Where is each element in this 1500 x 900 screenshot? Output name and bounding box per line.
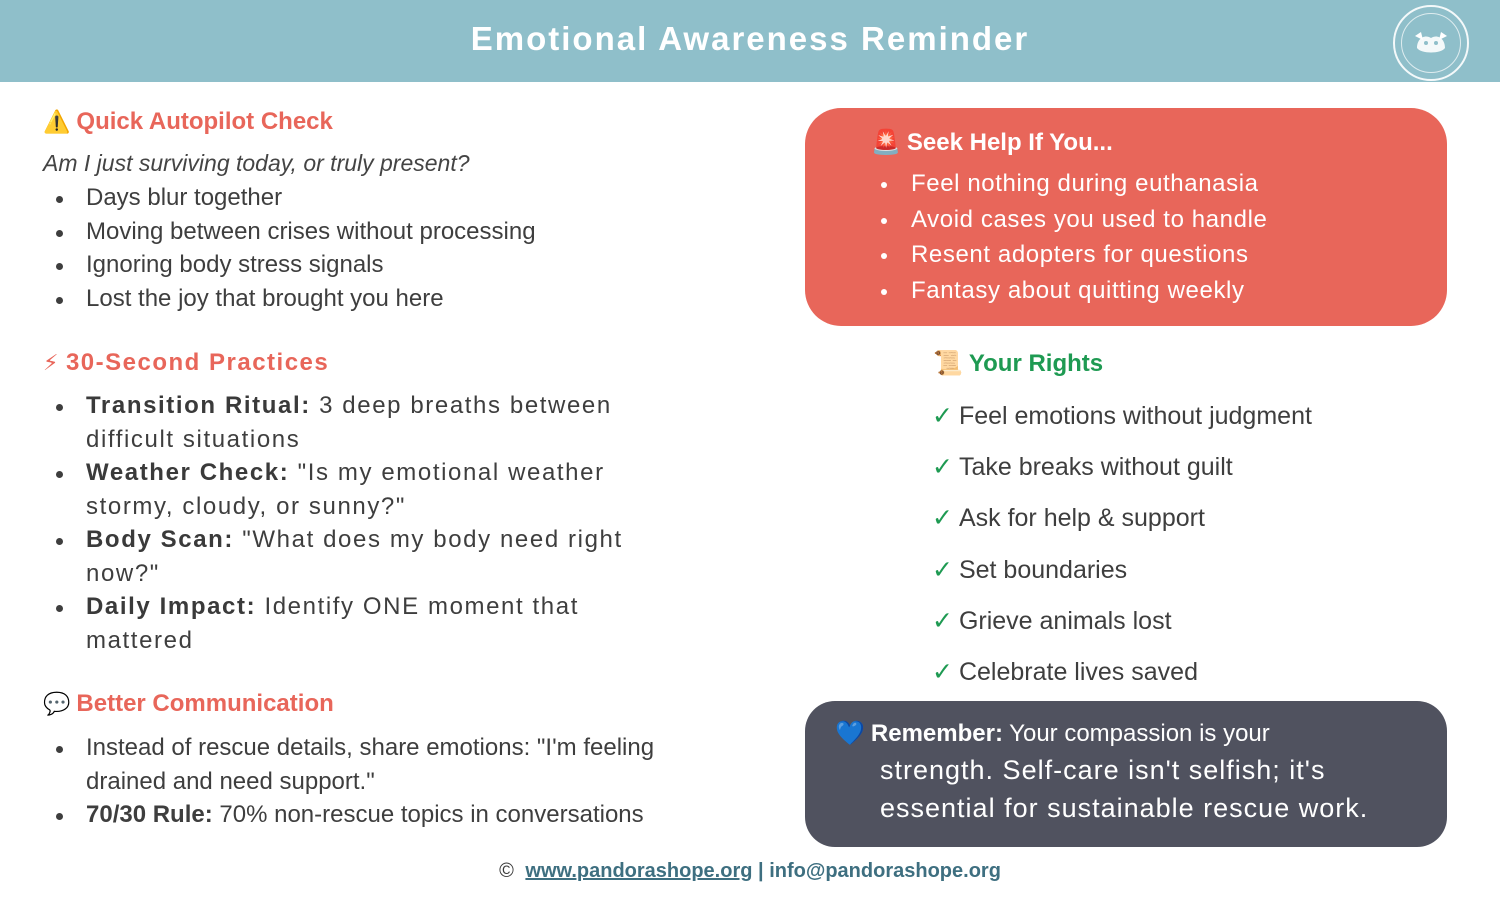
- right-text: Feel emotions without judgment: [958, 402, 1312, 430]
- page-title: Emotional Awareness Reminder: [470, 20, 1030, 57]
- right-text: Take breaks without guilt: [958, 453, 1233, 482]
- remember-first-line: [835, 719, 1270, 748]
- list-item: Moving between crises without processing: [43, 215, 536, 249]
- email-link[interactable]: info@pandorashope.org: [769, 860, 1001, 882]
- right-text: Grieve animals lost: [958, 606, 1172, 635]
- autopilot-heading-text: Quick Autopilot Check: [76, 108, 333, 135]
- practice-label: Weather Check:: [86, 459, 290, 486]
- autopilot-question: Am I just surviving today, or truly present?: [43, 150, 470, 176]
- practice-text: Identify ONE moment that mattered: [86, 593, 579, 654]
- list-item: Feel nothing during euthanasia: [869, 166, 1267, 202]
- practice-label: Transition Ritual:: [86, 392, 311, 419]
- rights-list: [932, 398, 1312, 705]
- dog-cat-icon: [1411, 28, 1451, 58]
- communication-heading-text: Better Communication: [76, 690, 334, 717]
- list-item: [43, 590, 683, 657]
- list-item: [43, 456, 683, 523]
- remember-label: Remember:: [870, 719, 1003, 747]
- list-item: [932, 398, 1312, 449]
- list-item: Fantasy about quitting weekly: [869, 273, 1267, 309]
- right-text: Ask for help & support: [958, 504, 1205, 533]
- checkmark-icon: ✓: [932, 504, 953, 533]
- blue-heart-icon: 💙: [835, 720, 865, 747]
- lightning-icon: ⚡: [43, 350, 60, 375]
- footer-separator: |: [752, 860, 770, 882]
- checkmark-icon: ✓: [932, 555, 953, 584]
- checkmark-icon: ✓: [932, 453, 953, 482]
- practice-label: Daily Impact:: [86, 593, 257, 620]
- rights-heading: [933, 349, 1103, 378]
- communication-list: [43, 731, 723, 832]
- list-item: [932, 603, 1312, 654]
- seek-help-heading-text: Seek Help If You...: [906, 128, 1113, 156]
- copyright-symbol: ©: [499, 860, 514, 882]
- communication-heading: [43, 690, 334, 718]
- rule-text: 70% non-rescue topics in conversations: [212, 801, 644, 828]
- checkmark-icon: ✓: [932, 402, 953, 430]
- remember-first-text: Your compassion is your: [1002, 719, 1270, 747]
- scroll-icon: 📜: [933, 350, 963, 377]
- right-text: Celebrate lives saved: [958, 657, 1198, 686]
- autopilot-heading: [43, 108, 333, 136]
- warning-icon: ⚠️: [43, 109, 71, 134]
- list-item: Instead of rescue details, share emotions: "I'm feeling drained and need support.": [43, 731, 723, 798]
- remember-rest-text: strength. Self-care isn't selfish; it's essential for sustainable rescue work.: [880, 755, 1369, 823]
- checkmark-icon: ✓: [932, 606, 953, 635]
- remember-line: [871, 720, 1270, 748]
- checkmark-icon: ✓: [932, 657, 953, 686]
- rule-label: 70/30 Rule:: [86, 801, 213, 828]
- autopilot-list: [43, 181, 536, 315]
- siren-icon: 🚨: [871, 129, 901, 156]
- list-item: Days blur together: [43, 181, 536, 215]
- list-item: Lost the joy that brought you here: [43, 282, 536, 316]
- website-link[interactable]: www.pandorashope.org: [525, 860, 753, 882]
- remember-box: [805, 701, 1447, 847]
- seek-help-list: [869, 166, 1267, 308]
- footer: [0, 860, 1500, 883]
- practice-text: "Is my emotional weather stormy, cloudy, or sunny?": [86, 459, 605, 520]
- seek-help-box: [805, 108, 1447, 326]
- practices-list: [43, 389, 683, 657]
- rights-heading-text: Your Rights: [968, 349, 1104, 377]
- list-item: [932, 500, 1312, 551]
- speech-bubble-icon: 💬: [43, 691, 71, 716]
- header-bar: [0, 0, 1500, 82]
- logo-emblem: [1401, 13, 1461, 73]
- list-item: [43, 523, 683, 590]
- list-item: Avoid cases you used to handle: [869, 202, 1267, 238]
- practice-label: Body Scan:: [86, 526, 235, 553]
- list-item: Ignoring body stress signals: [43, 248, 536, 282]
- list-item: Resent adopters for questions: [869, 237, 1267, 273]
- right-text: Set boundaries: [958, 555, 1128, 584]
- list-item: [932, 449, 1312, 500]
- practice-text: "What does my body need right now?": [86, 526, 623, 587]
- pandoras-hope-logo: [1393, 5, 1469, 81]
- list-item: [932, 654, 1312, 705]
- list-item: [932, 552, 1312, 603]
- practice-text: 3 deep breaths between difficult situations: [86, 392, 612, 453]
- practices-heading-text: 30-Second Practices: [65, 349, 330, 376]
- list-item: [43, 798, 723, 832]
- list-item: [43, 389, 683, 456]
- practices-heading: [43, 349, 329, 377]
- seek-help-heading: [871, 128, 1113, 157]
